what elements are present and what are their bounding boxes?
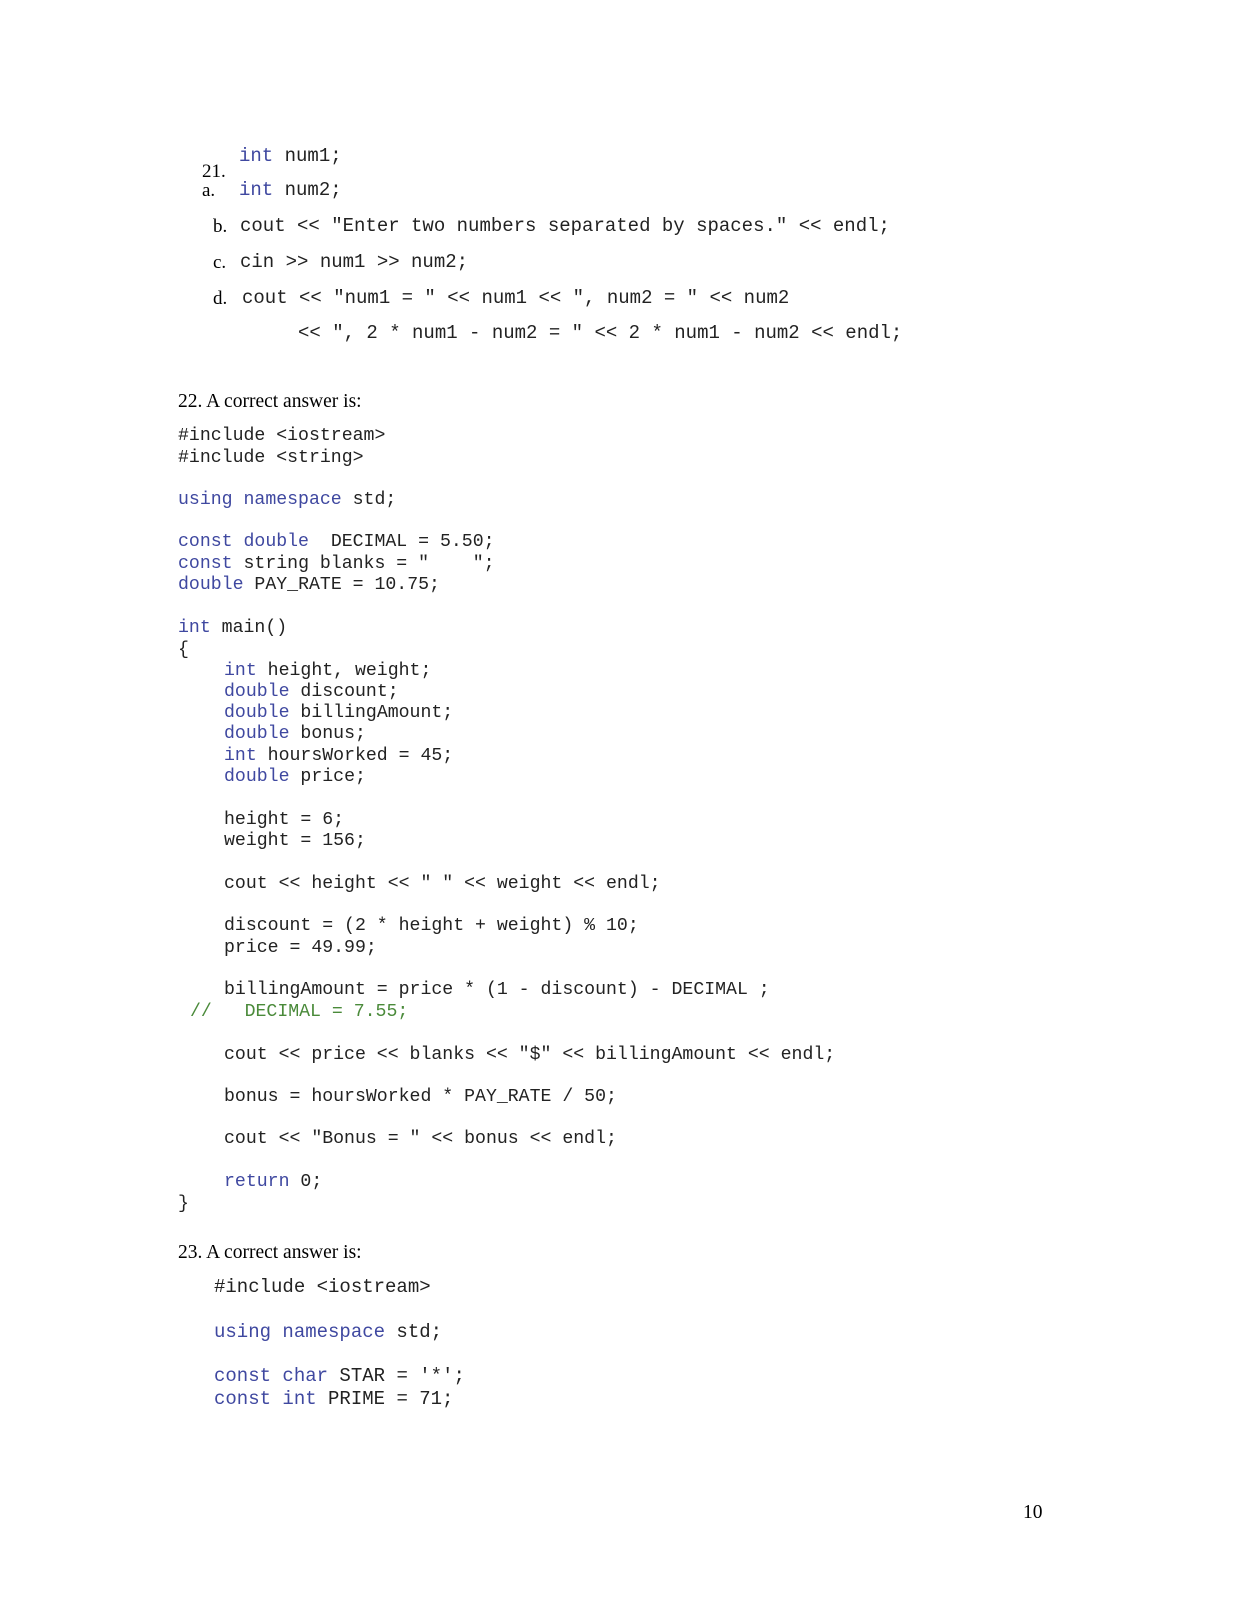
part-label: d. [213, 288, 228, 309]
code-line: cout << "num1 = " << num1 << ", num2 = " << num2 [242, 287, 790, 309]
code-line: height = 6; [224, 810, 345, 830]
code-line: using namespace std; [178, 490, 397, 510]
code-line: const char STAR = '*'; [214, 1365, 465, 1387]
question-heading: 23. A correct answer is: [178, 1242, 362, 1263]
code-line: int num2; [239, 179, 342, 201]
code-comment: // DECIMAL = 7.55; [190, 1002, 409, 1022]
code-line: } [178, 1194, 189, 1214]
code-line: return 0; [224, 1172, 323, 1192]
code-line: weight = 156; [224, 831, 366, 851]
code-line: const double DECIMAL = 5.50; [178, 532, 495, 552]
code-line: price = 49.99; [224, 938, 377, 958]
code-line: bonus = hoursWorked * PAY_RATE / 50; [224, 1087, 617, 1107]
code-line: #include <iostream> [178, 426, 386, 446]
code-line: double billingAmount; [224, 703, 454, 723]
code-line: double discount; [224, 682, 399, 702]
code-line: billingAmount = price * (1 - discount) - DECIMAL ; [224, 980, 770, 1000]
code-line: double bonus; [224, 724, 366, 744]
code-line: int main() [178, 618, 288, 638]
code-line: double PAY_RATE = 10.75; [178, 575, 440, 595]
question-number: 21. [202, 161, 226, 182]
code-line: int height, weight; [224, 661, 432, 681]
code-line: cin >> num1 >> num2; [240, 251, 469, 273]
code-line: const int PRIME = 71; [214, 1388, 454, 1410]
part-label: a. [202, 180, 216, 201]
code-line: const string blanks = " "; [178, 554, 495, 574]
code-line: int num1; [239, 145, 342, 167]
code-line: #include <iostream> [214, 1276, 431, 1298]
code-line: << ", 2 * num1 - num2 = " << 2 * num1 - num2 << endl; [298, 322, 903, 344]
code-line: { [178, 640, 189, 660]
code-line: int hoursWorked = 45; [224, 746, 454, 766]
code-line: cout << "Enter two numbers separated by spaces." << endl; [240, 215, 890, 237]
code-line: discount = (2 * height + weight) % 10; [224, 916, 639, 936]
code-line: using namespace std; [214, 1321, 443, 1343]
question-heading: 22. A correct answer is: [178, 391, 362, 412]
code-line: double price; [224, 767, 366, 787]
part-label: c. [213, 252, 227, 273]
part-label: b. [213, 216, 228, 237]
code-line: #include <string> [178, 448, 364, 468]
code-line: cout << "Bonus = " << bonus << endl; [224, 1129, 617, 1149]
page-number: 10 [1023, 1502, 1043, 1523]
code-line: cout << height << " " << weight << endl; [224, 874, 661, 894]
code-line: cout << price << blanks << "$" << billingAmount << endl; [224, 1045, 836, 1065]
